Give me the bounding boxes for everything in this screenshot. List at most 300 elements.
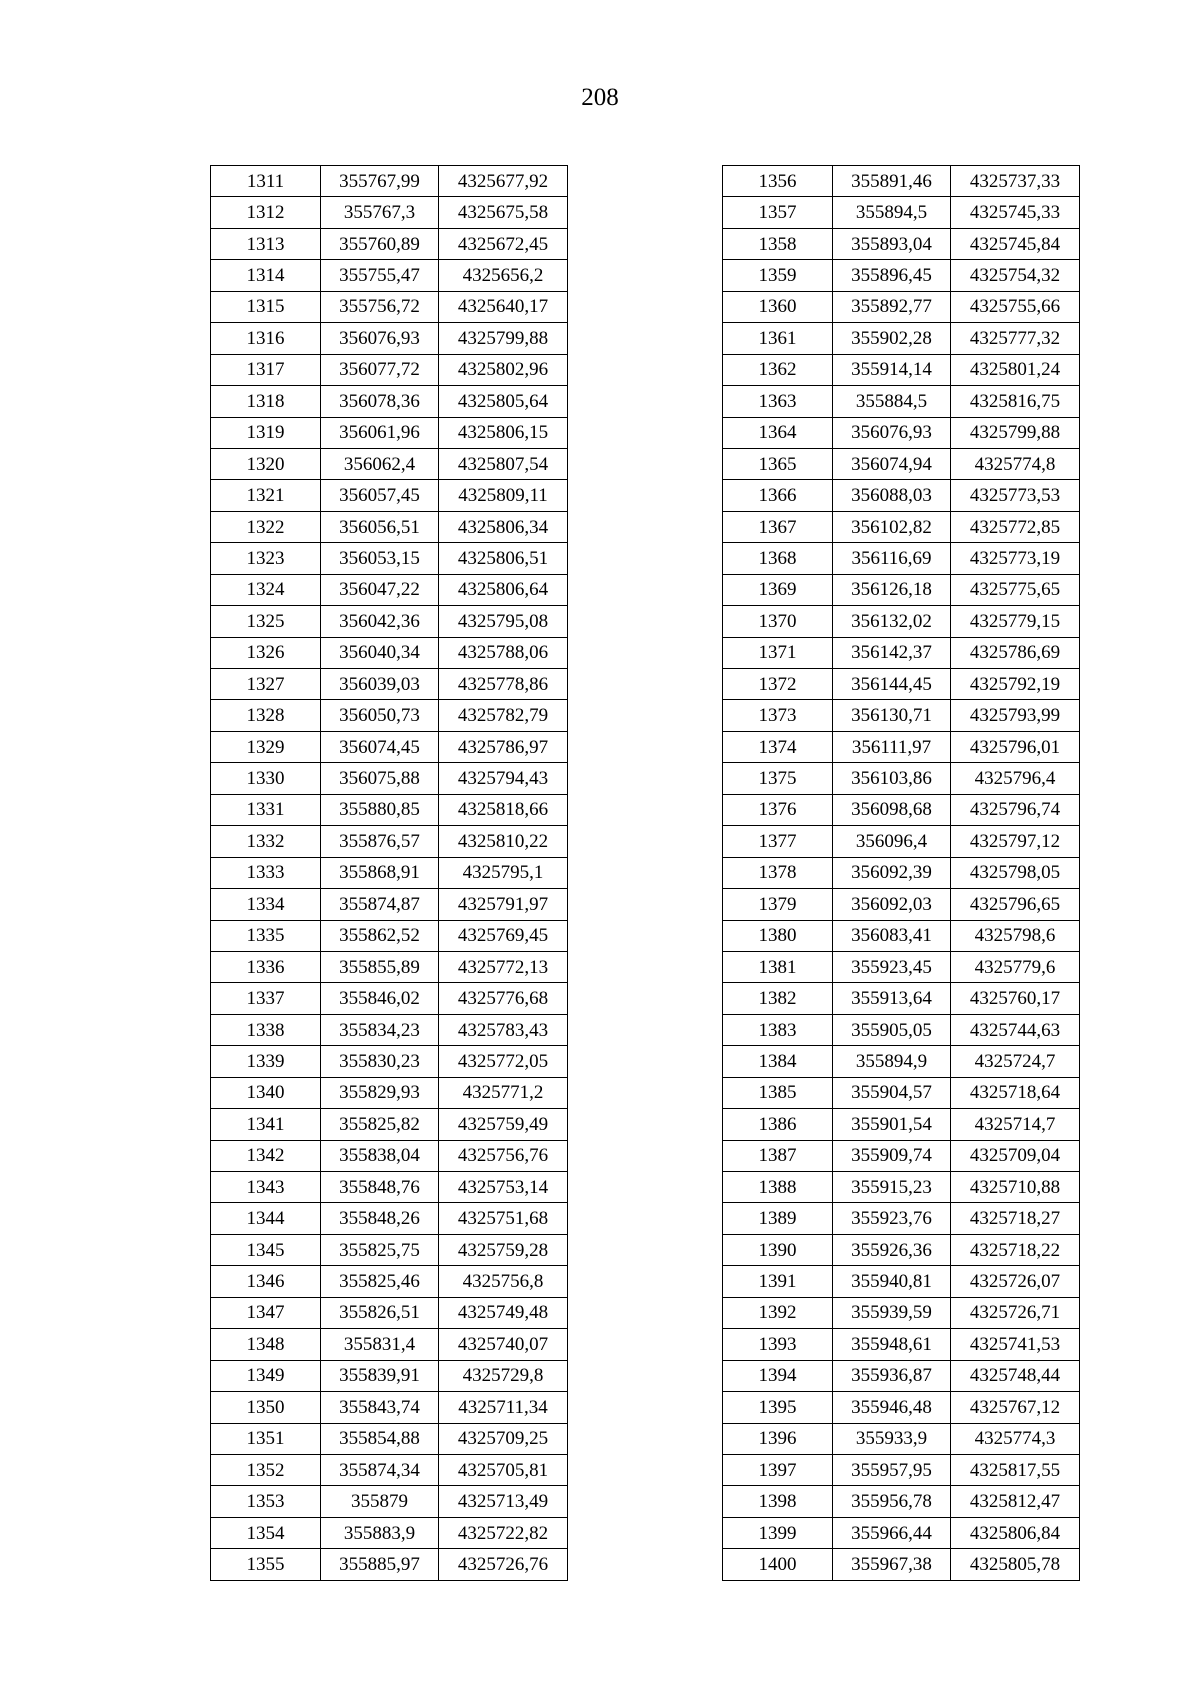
point-number-cell: 1398 [723, 1486, 833, 1517]
point-number-cell: 1397 [723, 1454, 833, 1485]
table-row [723, 1297, 1080, 1328]
x-coordinate-cell: 355825,75 [321, 1234, 439, 1265]
table-row [723, 511, 1080, 542]
y-coordinate-cell: 4325749,48 [439, 1297, 568, 1328]
point-number-cell: 1345 [211, 1234, 321, 1265]
y-coordinate-cell: 4325796,01 [951, 731, 1080, 762]
point-number-cell: 1372 [723, 669, 833, 700]
x-coordinate-cell: 355834,23 [321, 1014, 439, 1045]
x-coordinate-cell: 355838,04 [321, 1140, 439, 1171]
table-row [211, 889, 568, 920]
point-number-cell: 1362 [723, 354, 833, 385]
table-row [723, 1517, 1080, 1548]
y-coordinate-cell: 4325805,64 [439, 386, 568, 417]
coordinate-table-right [722, 165, 1080, 1581]
x-coordinate-cell: 355933,9 [833, 1423, 951, 1454]
y-coordinate-cell: 4325795,1 [439, 857, 568, 888]
x-coordinate-cell: 355755,47 [321, 260, 439, 291]
y-coordinate-cell: 4325718,27 [951, 1203, 1080, 1234]
point-number-cell: 1330 [211, 763, 321, 794]
x-coordinate-cell: 355923,45 [833, 951, 951, 982]
table-row [723, 417, 1080, 448]
point-number-cell: 1331 [211, 794, 321, 825]
point-number-cell: 1342 [211, 1140, 321, 1171]
table-row [211, 511, 568, 542]
x-coordinate-cell: 355901,54 [833, 1109, 951, 1140]
table-row [723, 228, 1080, 259]
y-coordinate-cell: 4325796,4 [951, 763, 1080, 794]
point-number-cell: 1350 [211, 1392, 321, 1423]
y-coordinate-cell: 4325776,68 [439, 983, 568, 1014]
x-coordinate-cell: 356142,37 [833, 637, 951, 668]
y-coordinate-cell: 4325729,8 [439, 1360, 568, 1391]
point-number-cell: 1371 [723, 637, 833, 668]
table-row [723, 1266, 1080, 1297]
y-coordinate-cell: 4325709,04 [951, 1140, 1080, 1171]
point-number-cell: 1391 [723, 1266, 833, 1297]
point-number-cell: 1344 [211, 1203, 321, 1234]
x-coordinate-cell: 355913,64 [833, 983, 951, 1014]
table-row [723, 1140, 1080, 1171]
point-number-cell: 1327 [211, 669, 321, 700]
table-row [723, 1360, 1080, 1391]
y-coordinate-cell: 4325796,74 [951, 794, 1080, 825]
table-row [723, 1203, 1080, 1234]
table-row [723, 983, 1080, 1014]
table-row [211, 1392, 568, 1423]
table-row [211, 1109, 568, 1140]
table-row [723, 1549, 1080, 1580]
y-coordinate-cell: 4325711,34 [439, 1392, 568, 1423]
y-coordinate-cell: 4325675,58 [439, 197, 568, 228]
x-coordinate-cell: 355846,02 [321, 983, 439, 1014]
table-row [723, 1423, 1080, 1454]
point-number-cell: 1318 [211, 386, 321, 417]
x-coordinate-cell: 355894,5 [833, 197, 951, 228]
y-coordinate-cell: 4325783,43 [439, 1014, 568, 1045]
y-coordinate-cell: 4325799,88 [951, 417, 1080, 448]
y-coordinate-cell: 4325806,84 [951, 1517, 1080, 1548]
y-coordinate-cell: 4325798,05 [951, 857, 1080, 888]
table-body [211, 166, 568, 1581]
point-number-cell: 1336 [211, 951, 321, 982]
table-row [211, 731, 568, 762]
y-coordinate-cell: 4325640,17 [439, 291, 568, 322]
y-coordinate-cell: 4325754,32 [951, 260, 1080, 291]
table-row [723, 1454, 1080, 1485]
point-number-cell: 1337 [211, 983, 321, 1014]
x-coordinate-cell: 356074,45 [321, 731, 439, 762]
x-coordinate-cell: 356077,72 [321, 354, 439, 385]
x-coordinate-cell: 356132,02 [833, 606, 951, 637]
point-number-cell: 1319 [211, 417, 321, 448]
table-row [723, 197, 1080, 228]
x-coordinate-cell: 356103,86 [833, 763, 951, 794]
y-coordinate-cell: 4325760,17 [951, 983, 1080, 1014]
x-coordinate-cell: 355915,23 [833, 1172, 951, 1203]
y-coordinate-cell: 4325801,24 [951, 354, 1080, 385]
y-coordinate-cell: 4325724,7 [951, 1046, 1080, 1077]
point-number-cell: 1321 [211, 480, 321, 511]
point-number-cell: 1358 [723, 228, 833, 259]
point-number-cell: 1386 [723, 1109, 833, 1140]
x-coordinate-cell: 355876,57 [321, 826, 439, 857]
table-row [211, 1203, 568, 1234]
point-number-cell: 1360 [723, 291, 833, 322]
table-row [723, 1392, 1080, 1423]
point-number-cell: 1312 [211, 197, 321, 228]
x-coordinate-cell: 355940,81 [833, 1266, 951, 1297]
x-coordinate-cell: 356053,15 [321, 543, 439, 574]
table-row [211, 291, 568, 322]
table-row [211, 448, 568, 479]
table-row [211, 543, 568, 574]
x-coordinate-cell: 356144,45 [833, 669, 951, 700]
y-coordinate-cell: 4325775,65 [951, 574, 1080, 605]
table-row [723, 920, 1080, 951]
y-coordinate-cell: 4325806,64 [439, 574, 568, 605]
table-row [211, 857, 568, 888]
point-number-cell: 1324 [211, 574, 321, 605]
y-coordinate-cell: 4325779,15 [951, 606, 1080, 637]
x-coordinate-cell: 355825,46 [321, 1266, 439, 1297]
table-row [211, 951, 568, 982]
point-number-cell: 1366 [723, 480, 833, 511]
x-coordinate-cell: 355862,52 [321, 920, 439, 951]
y-coordinate-cell: 4325794,43 [439, 763, 568, 794]
y-coordinate-cell: 4325772,85 [951, 511, 1080, 542]
y-coordinate-cell: 4325793,99 [951, 700, 1080, 731]
y-coordinate-cell: 4325796,65 [951, 889, 1080, 920]
y-coordinate-cell: 4325718,22 [951, 1234, 1080, 1265]
y-coordinate-cell: 4325737,33 [951, 166, 1080, 197]
table-row [211, 1329, 568, 1360]
y-coordinate-cell: 4325672,45 [439, 228, 568, 259]
table-row [723, 1329, 1080, 1360]
table-row [211, 920, 568, 951]
x-coordinate-cell: 356130,71 [833, 700, 951, 731]
x-coordinate-cell: 355923,76 [833, 1203, 951, 1234]
x-coordinate-cell: 355894,9 [833, 1046, 951, 1077]
x-coordinate-cell: 355874,87 [321, 889, 439, 920]
y-coordinate-cell: 4325718,64 [951, 1077, 1080, 1108]
table-row [723, 700, 1080, 731]
table-row [211, 669, 568, 700]
point-number-cell: 1333 [211, 857, 321, 888]
point-number-cell: 1349 [211, 1360, 321, 1391]
point-number-cell: 1379 [723, 889, 833, 920]
y-coordinate-cell: 4325656,2 [439, 260, 568, 291]
point-number-cell: 1323 [211, 543, 321, 574]
table-row [723, 1172, 1080, 1203]
point-number-cell: 1311 [211, 166, 321, 197]
table-row [723, 323, 1080, 354]
point-number-cell: 1376 [723, 794, 833, 825]
x-coordinate-cell: 355946,48 [833, 1392, 951, 1423]
x-coordinate-cell: 355957,95 [833, 1454, 951, 1485]
table-row [723, 480, 1080, 511]
y-coordinate-cell: 4325740,07 [439, 1329, 568, 1360]
table-row [211, 323, 568, 354]
x-coordinate-cell: 355936,87 [833, 1360, 951, 1391]
table-row [211, 1077, 568, 1108]
y-coordinate-cell: 4325791,97 [439, 889, 568, 920]
point-number-cell: 1390 [723, 1234, 833, 1265]
x-coordinate-cell: 355896,45 [833, 260, 951, 291]
x-coordinate-cell: 355830,23 [321, 1046, 439, 1077]
point-number-cell: 1378 [723, 857, 833, 888]
x-coordinate-cell: 355829,93 [321, 1077, 439, 1108]
point-number-cell: 1341 [211, 1109, 321, 1140]
y-coordinate-cell: 4325818,66 [439, 794, 568, 825]
x-coordinate-cell: 355885,97 [321, 1549, 439, 1580]
table-row [211, 1423, 568, 1454]
x-coordinate-cell: 355902,28 [833, 323, 951, 354]
x-coordinate-cell: 355893,04 [833, 228, 951, 259]
table-row [723, 386, 1080, 417]
y-coordinate-cell: 4325812,47 [951, 1486, 1080, 1517]
y-coordinate-cell: 4325726,71 [951, 1297, 1080, 1328]
point-number-cell: 1395 [723, 1392, 833, 1423]
point-number-cell: 1364 [723, 417, 833, 448]
y-coordinate-cell: 4325799,88 [439, 323, 568, 354]
table-row [723, 1486, 1080, 1517]
point-number-cell: 1377 [723, 826, 833, 857]
table-row [211, 197, 568, 228]
point-number-cell: 1370 [723, 606, 833, 637]
table-row [211, 354, 568, 385]
x-coordinate-cell: 356075,88 [321, 763, 439, 794]
x-coordinate-cell: 356047,22 [321, 574, 439, 605]
x-coordinate-cell: 355905,05 [833, 1014, 951, 1045]
table-row [723, 574, 1080, 605]
point-number-cell: 1348 [211, 1329, 321, 1360]
y-coordinate-cell: 4325779,6 [951, 951, 1080, 982]
point-number-cell: 1375 [723, 763, 833, 794]
x-coordinate-cell: 355760,89 [321, 228, 439, 259]
table-row [723, 606, 1080, 637]
y-coordinate-cell: 4325726,07 [951, 1266, 1080, 1297]
x-coordinate-cell: 356098,68 [833, 794, 951, 825]
table-row [723, 1109, 1080, 1140]
point-number-cell: 1365 [723, 448, 833, 479]
y-coordinate-cell: 4325769,45 [439, 920, 568, 951]
table-row [211, 1140, 568, 1171]
y-coordinate-cell: 4325751,68 [439, 1203, 568, 1234]
table-row [211, 386, 568, 417]
point-number-cell: 1389 [723, 1203, 833, 1234]
x-coordinate-cell: 356076,93 [833, 417, 951, 448]
x-coordinate-cell: 355825,82 [321, 1109, 439, 1140]
y-coordinate-cell: 4325677,92 [439, 166, 568, 197]
table-row [211, 983, 568, 1014]
x-coordinate-cell: 355966,44 [833, 1517, 951, 1548]
y-coordinate-cell: 4325773,53 [951, 480, 1080, 511]
x-coordinate-cell: 355767,99 [321, 166, 439, 197]
point-number-cell: 1328 [211, 700, 321, 731]
table-row [211, 1172, 568, 1203]
y-coordinate-cell: 4325807,54 [439, 448, 568, 479]
table-row [723, 763, 1080, 794]
x-coordinate-cell: 356126,18 [833, 574, 951, 605]
y-coordinate-cell: 4325753,14 [439, 1172, 568, 1203]
y-coordinate-cell: 4325745,84 [951, 228, 1080, 259]
x-coordinate-cell: 356061,96 [321, 417, 439, 448]
point-number-cell: 1374 [723, 731, 833, 762]
x-coordinate-cell: 356092,39 [833, 857, 951, 888]
x-coordinate-cell: 356056,51 [321, 511, 439, 542]
table-row [211, 417, 568, 448]
table-row [211, 1014, 568, 1045]
point-number-cell: 1325 [211, 606, 321, 637]
y-coordinate-cell: 4325744,63 [951, 1014, 1080, 1045]
y-coordinate-cell: 4325805,78 [951, 1549, 1080, 1580]
y-coordinate-cell: 4325816,75 [951, 386, 1080, 417]
x-coordinate-cell: 356057,45 [321, 480, 439, 511]
y-coordinate-cell: 4325806,34 [439, 511, 568, 542]
y-coordinate-cell: 4325745,33 [951, 197, 1080, 228]
y-coordinate-cell: 4325713,49 [439, 1486, 568, 1517]
x-coordinate-cell: 355884,5 [833, 386, 951, 417]
table-row [211, 166, 568, 197]
y-coordinate-cell: 4325774,3 [951, 1423, 1080, 1454]
y-coordinate-cell: 4325772,13 [439, 951, 568, 982]
table-row [211, 1297, 568, 1328]
point-number-cell: 1329 [211, 731, 321, 762]
x-coordinate-cell: 355879 [321, 1486, 439, 1517]
point-number-cell: 1343 [211, 1172, 321, 1203]
x-coordinate-cell: 355904,57 [833, 1077, 951, 1108]
x-coordinate-cell: 355843,74 [321, 1392, 439, 1423]
y-coordinate-cell: 4325748,44 [951, 1360, 1080, 1391]
x-coordinate-cell: 356042,36 [321, 606, 439, 637]
point-number-cell: 1351 [211, 1423, 321, 1454]
table-row [723, 857, 1080, 888]
y-coordinate-cell: 4325782,79 [439, 700, 568, 731]
table-row [723, 1077, 1080, 1108]
point-number-cell: 1320 [211, 448, 321, 479]
x-coordinate-cell: 356088,03 [833, 480, 951, 511]
point-number-cell: 1352 [211, 1454, 321, 1485]
table-row [723, 448, 1080, 479]
table-row [211, 1454, 568, 1485]
table-row [723, 543, 1080, 574]
y-coordinate-cell: 4325756,76 [439, 1140, 568, 1171]
point-number-cell: 1332 [211, 826, 321, 857]
table-row [723, 291, 1080, 322]
point-number-cell: 1384 [723, 1046, 833, 1077]
x-coordinate-cell: 355839,91 [321, 1360, 439, 1391]
point-number-cell: 1394 [723, 1360, 833, 1391]
x-coordinate-cell: 355848,26 [321, 1203, 439, 1234]
table-row [723, 354, 1080, 385]
x-coordinate-cell: 356102,82 [833, 511, 951, 542]
y-coordinate-cell: 4325788,06 [439, 637, 568, 668]
table-row [211, 1517, 568, 1548]
x-coordinate-cell: 355855,89 [321, 951, 439, 982]
point-number-cell: 1363 [723, 386, 833, 417]
table-row [211, 1046, 568, 1077]
table-row [723, 731, 1080, 762]
point-number-cell: 1399 [723, 1517, 833, 1548]
y-coordinate-cell: 4325714,7 [951, 1109, 1080, 1140]
y-coordinate-cell: 4325795,08 [439, 606, 568, 637]
table-body [723, 166, 1080, 1581]
point-number-cell: 1387 [723, 1140, 833, 1171]
x-coordinate-cell: 356096,4 [833, 826, 951, 857]
y-coordinate-cell: 4325767,12 [951, 1392, 1080, 1423]
table-row [211, 763, 568, 794]
y-coordinate-cell: 4325722,82 [439, 1517, 568, 1548]
table-row [723, 794, 1080, 825]
table-row [211, 228, 568, 259]
y-coordinate-cell: 4325798,6 [951, 920, 1080, 951]
table-row [211, 794, 568, 825]
point-number-cell: 1322 [211, 511, 321, 542]
x-coordinate-cell: 355848,76 [321, 1172, 439, 1203]
y-coordinate-cell: 4325759,28 [439, 1234, 568, 1265]
y-coordinate-cell: 4325709,25 [439, 1423, 568, 1454]
point-number-cell: 1353 [211, 1486, 321, 1517]
x-coordinate-cell: 356074,94 [833, 448, 951, 479]
y-coordinate-cell: 4325792,19 [951, 669, 1080, 700]
y-coordinate-cell: 4325810,22 [439, 826, 568, 857]
point-number-cell: 1356 [723, 166, 833, 197]
x-coordinate-cell: 355854,88 [321, 1423, 439, 1454]
point-number-cell: 1315 [211, 291, 321, 322]
y-coordinate-cell: 4325710,88 [951, 1172, 1080, 1203]
y-coordinate-cell: 4325741,53 [951, 1329, 1080, 1360]
y-coordinate-cell: 4325802,96 [439, 354, 568, 385]
point-number-cell: 1317 [211, 354, 321, 385]
point-number-cell: 1326 [211, 637, 321, 668]
y-coordinate-cell: 4325705,81 [439, 1454, 568, 1485]
table-row [211, 700, 568, 731]
point-number-cell: 1339 [211, 1046, 321, 1077]
point-number-cell: 1396 [723, 1423, 833, 1454]
table-row [211, 1360, 568, 1391]
x-coordinate-cell: 356039,03 [321, 669, 439, 700]
table-row [723, 637, 1080, 668]
y-coordinate-cell: 4325772,05 [439, 1046, 568, 1077]
y-coordinate-cell: 4325809,11 [439, 480, 568, 511]
x-coordinate-cell: 355831,4 [321, 1329, 439, 1360]
point-number-cell: 1357 [723, 197, 833, 228]
table-row [723, 889, 1080, 920]
point-number-cell: 1385 [723, 1077, 833, 1108]
table-row [211, 480, 568, 511]
table-row [723, 669, 1080, 700]
point-number-cell: 1380 [723, 920, 833, 951]
point-number-cell: 1313 [211, 228, 321, 259]
x-coordinate-cell: 355868,91 [321, 857, 439, 888]
x-coordinate-cell: 355767,3 [321, 197, 439, 228]
table-row [723, 166, 1080, 197]
table-row [211, 826, 568, 857]
coordinate-table-left [210, 165, 568, 1581]
x-coordinate-cell: 356078,36 [321, 386, 439, 417]
point-number-cell: 1338 [211, 1014, 321, 1045]
x-coordinate-cell: 355909,74 [833, 1140, 951, 1171]
x-coordinate-cell: 356116,69 [833, 543, 951, 574]
point-number-cell: 1392 [723, 1297, 833, 1328]
point-number-cell: 1346 [211, 1266, 321, 1297]
y-coordinate-cell: 4325797,12 [951, 826, 1080, 857]
x-coordinate-cell: 356062,4 [321, 448, 439, 479]
x-coordinate-cell: 356040,34 [321, 637, 439, 668]
x-coordinate-cell: 355948,61 [833, 1329, 951, 1360]
table-row [211, 1266, 568, 1297]
